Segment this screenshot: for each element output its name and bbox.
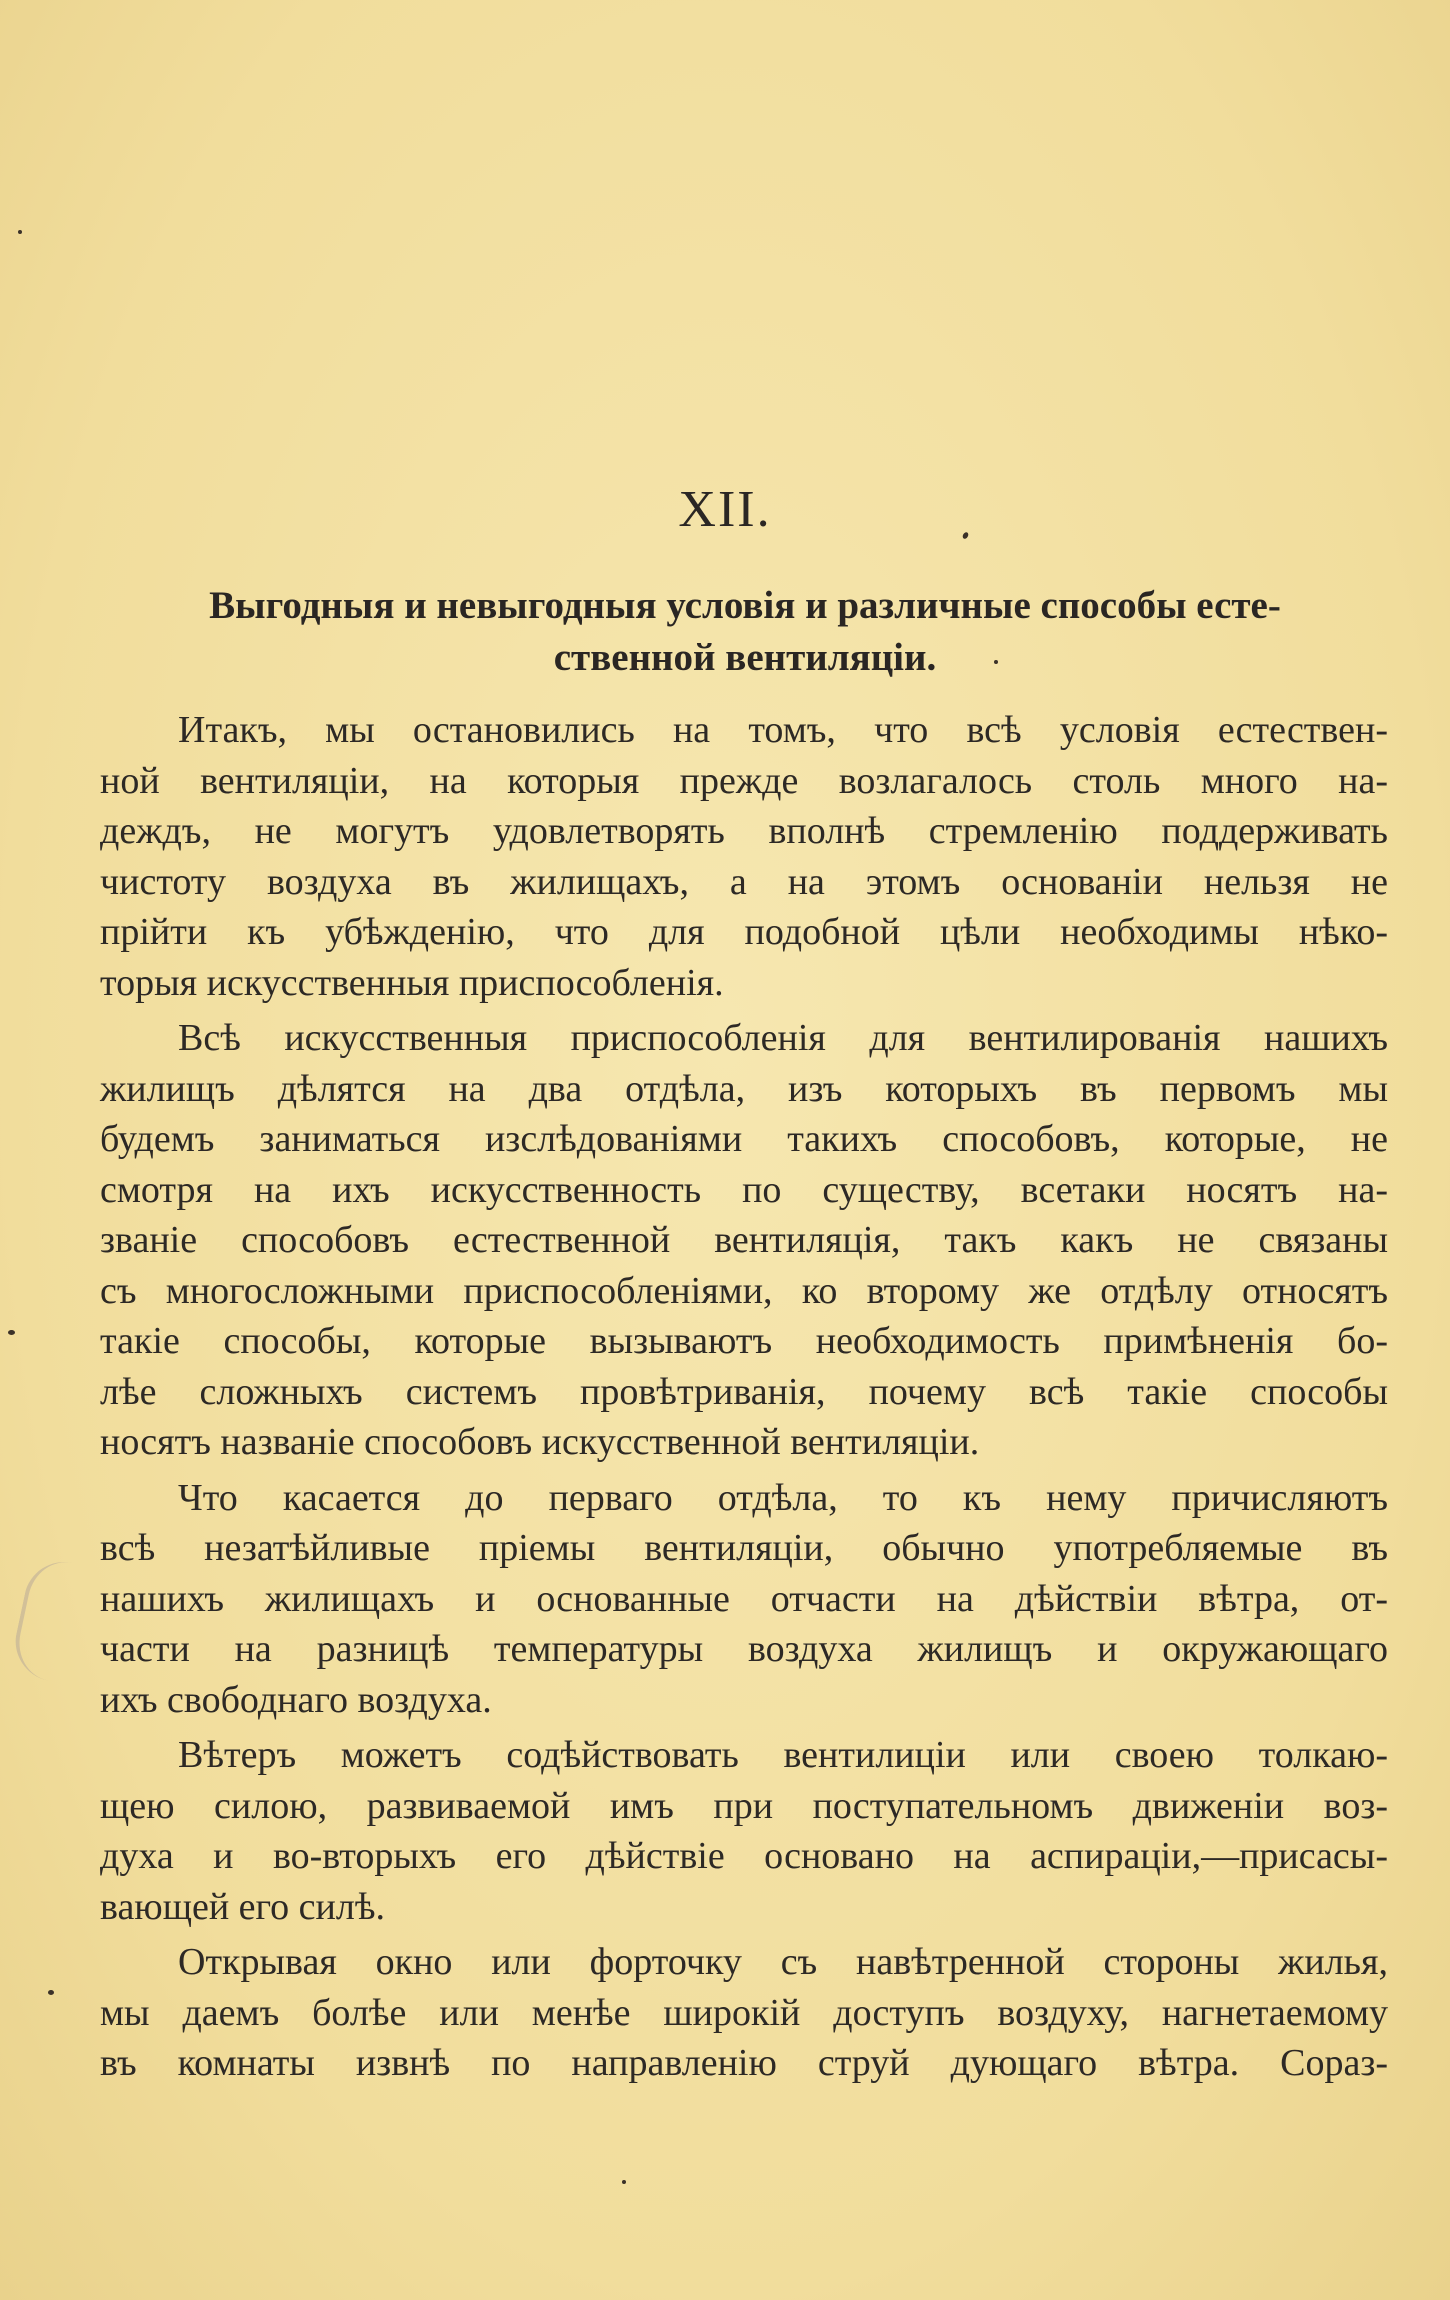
chapter-heading	[100, 580, 1390, 684]
text-line: Вѣтеръ можетъ содѣйствовать вентилиціи или своею толкаю-	[178, 1734, 1388, 1776]
text-line: нашихъ жилищахъ и основанные отчасти на дѣйствіи вѣтра, от-	[100, 1577, 1388, 1620]
text-line: такіе способы, которые вызываютъ необходимость примѣненія бо-	[100, 1320, 1388, 1362]
text-line: прійти къ убѣжденію, что для подобной цѣли необходимы нѣко-	[100, 911, 1388, 953]
text-line: духа и во-вторыхъ его дѣйствіе основано на аспираціи,—присасы-	[100, 1835, 1388, 1877]
text-line: ной вентиляціи, на которыя прежде возлагалось столь много на-	[100, 759, 1388, 802]
paragraph-5	[100, 1937, 1388, 2089]
text-line: Что касается до перваго отдѣла, то къ нему причисляютъ	[178, 1476, 1388, 1519]
paragraph-2	[100, 1013, 1388, 1468]
ink-speck	[994, 660, 998, 664]
text-line: будемъ заниматься изслѣдованіями такихъ способовъ, которые, не	[100, 1118, 1388, 1160]
paragraph-1	[100, 705, 1388, 1008]
text-line: всѣ незатѣйливые пріемы вентиляціи, обычно употребляемые въ	[100, 1527, 1388, 1569]
paragraph-4	[100, 1730, 1388, 1932]
text-line: щею силою, развиваемой имъ при поступательномъ движеніи воз-	[100, 1784, 1388, 1827]
text-line: части на разницѣ температуры воздуха жилищъ и окружающаго	[100, 1628, 1388, 1670]
text-line: вающей его силѣ.	[100, 1885, 385, 1928]
text-line: съ многосложными приспособленіями, ко второму же отдѣлу относятъ	[100, 1269, 1388, 1312]
chapter-number: XII.	[678, 481, 772, 538]
text-line: въ комнаты извнѣ по направленію струй дующаго вѣтра. Сораз-	[100, 2042, 1388, 2084]
text-line: Итакъ, мы остановились на томъ, что всѣ условія естествен-	[178, 709, 1388, 751]
paragraph-3	[100, 1473, 1388, 1726]
text-line: носятъ названіе способовъ искусственной вентиляціи.	[100, 1421, 980, 1463]
heading-line: Выгодныя и невыгодныя условія и различные способы есте-	[209, 584, 1281, 627]
text-line: лѣе сложныхъ системъ провѣтриванія, почему всѣ такіе способы	[100, 1370, 1388, 1413]
text-line: мы даемъ болѣе или менѣе широкій доступъ воздуху, нагнетаемому	[100, 1991, 1388, 2034]
ink-speck	[48, 1990, 54, 1995]
ink-speck	[8, 1330, 15, 1335]
text-line: званіе способовъ естественной вентиляція, такъ какъ не связаны	[100, 1219, 1388, 1261]
heading-line: ственной вентиляціи.	[553, 636, 937, 679]
text-line: жилищъ дѣлятся на два отдѣла, изъ которыхъ въ первомъ мы	[100, 1067, 1388, 1110]
ink-speck	[622, 2180, 626, 2184]
text-line: Открывая окно или форточку съ навѣтренной стороны жилья,	[178, 1941, 1388, 1983]
text-line: Всѣ искусственныя приспособленія для вентилированія нашихъ	[178, 1017, 1388, 1059]
text-line: торыя искусственныя приспособленія.	[100, 961, 724, 1004]
text-line: ихъ свободнаго воздуха.	[100, 1678, 492, 1721]
text-line: чистоту воздуха въ жилищахъ, а на этомъ основаніи нельзя не	[100, 860, 1388, 903]
margin-pencil-mark	[8, 1555, 96, 1686]
body-text	[100, 705, 1388, 2089]
text-line: деждъ, не могутъ удовлетворять вполнѣ стремленію поддерживать	[100, 810, 1388, 852]
text-line: смотря на ихъ искусственность по существу, всетаки носятъ на-	[100, 1168, 1388, 1211]
ink-speck	[18, 230, 22, 234]
